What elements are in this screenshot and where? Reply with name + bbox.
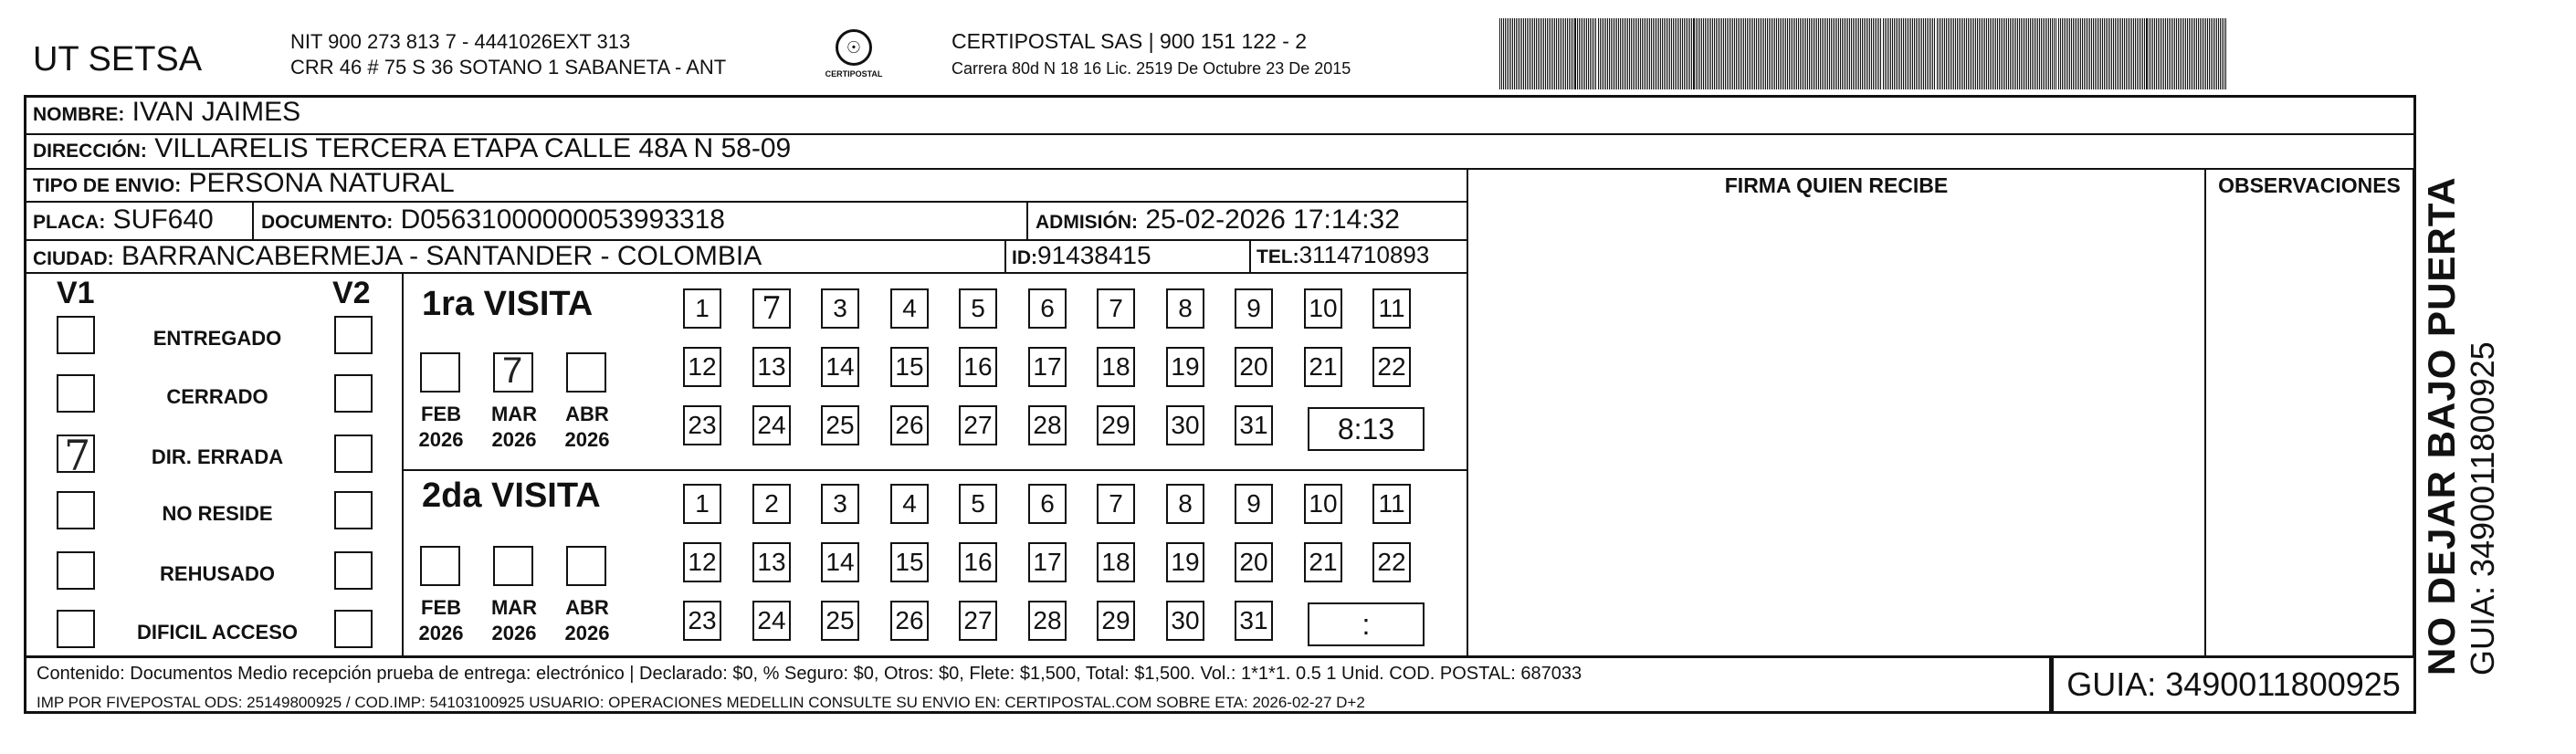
visit2-day-box[interactable]: 20 — [1235, 542, 1273, 582]
visit2-day-box[interactable]: 21 — [1304, 542, 1342, 582]
visit1-day-box[interactable]: 14 — [821, 347, 859, 387]
visit2-month-label — [409, 595, 473, 646]
visit2-day-box[interactable]: 14 — [821, 542, 859, 582]
ciudad-value: BARRANCABERMEJA - SANTANDER - COLOMBIA — [121, 241, 762, 271]
admision-field — [1036, 204, 1400, 236]
visit2-day-box[interactable]: 8 — [1166, 484, 1204, 524]
visit1-day-box[interactable]: 18 — [1097, 347, 1135, 387]
direccion-value: VILLARELIS TERCERA ETAPA CALLE 48A N 58-09 — [154, 133, 792, 163]
visit1-day-box[interactable]: 8 — [1166, 288, 1204, 329]
visit1-day-box[interactable]: 28 — [1028, 405, 1067, 445]
visit2-day-box[interactable]: 7 — [1097, 484, 1135, 524]
visit1-day-box[interactable]: 10 — [1304, 288, 1342, 329]
month-name: ABR — [565, 403, 609, 425]
month-name: FEB — [421, 403, 461, 425]
logo-text: CERTIPOSTAL — [825, 69, 883, 79]
visit1-month-checkbox[interactable] — [493, 352, 533, 393]
month-year: 2026 — [418, 428, 464, 451]
admision-label: ADMISIÓN: — [1036, 212, 1138, 233]
logo-icon: ☉ — [836, 29, 872, 66]
visit2-day-box[interactable]: 31 — [1235, 601, 1273, 641]
side-text — [2420, 176, 2502, 675]
direccion-label: DIRECCIÓN: — [33, 141, 147, 162]
tipo-field — [33, 168, 455, 199]
visit1-month-label — [482, 402, 546, 453]
visit1-day-box[interactable]: 11 — [1372, 288, 1411, 329]
visit2-day-box[interactable]: 2 — [752, 484, 791, 524]
footer-print-line: IMP POR FIVEPOSTAL ODS: 25149800925 / COD.IMP: 54103100925 USUARIO: OPERACIONES MEDELLIN CONSULTE SU ENVIO EN: CERTIPOSTAL.COM SOBRE ETA: 2026-02-27 D+2 — [37, 694, 1365, 711]
visit2-day-box[interactable]: 25 — [821, 601, 859, 641]
visit2-day-box[interactable]: 30 — [1166, 601, 1204, 641]
nombre-label: NOMBRE: — [33, 104, 125, 125]
month-name: MAR — [490, 403, 538, 425]
visit2-day-box[interactable]: 17 — [1028, 542, 1067, 582]
month-year: 2026 — [418, 622, 464, 644]
placa-value: SUF640 — [112, 204, 214, 235]
visit1-day-box[interactable]: 17 — [1028, 347, 1067, 387]
month-year: 2026 — [491, 622, 537, 644]
visit1-day-box[interactable]: 6 — [1028, 288, 1067, 329]
visit1-day-box[interactable]: 7 — [752, 288, 791, 329]
company-name: UT SETSA — [33, 40, 203, 79]
v1-header: V1 — [57, 276, 95, 310]
tel-label: TEL: — [1256, 246, 1299, 267]
v2-header: V2 — [332, 276, 371, 310]
visit1-day-box[interactable]: 26 — [890, 405, 929, 445]
month-year: 2026 — [564, 428, 610, 451]
v2-checkbox[interactable] — [334, 316, 373, 354]
visit1-time[interactable]: 8:13 — [1308, 407, 1425, 451]
visit2-day-box[interactable]: 18 — [1097, 542, 1135, 582]
visit2-day-box[interactable]: 10 — [1304, 484, 1342, 524]
address-line: CRR 46 # 75 S 36 SOTANO 1 SABANETA - ANT — [290, 56, 727, 79]
visit1-day-box[interactable]: 15 — [890, 347, 929, 387]
placa-label: PLACA: — [33, 212, 106, 233]
v2-checkbox[interactable] — [334, 374, 373, 413]
visit1-day-box[interactable]: 7 — [1097, 288, 1135, 329]
visit1-day-box[interactable]: 1 — [683, 288, 721, 329]
side-guia: GUIA: 3490011800925 — [2464, 341, 2501, 675]
cert-line-2: Carrera 80d N 18 16 Lic. 2519 De Octubre 23 De 2015 — [952, 59, 1351, 78]
visit2-month-checkbox[interactable] — [566, 546, 606, 586]
visit1-day-box[interactable]: 31 — [1235, 405, 1273, 445]
status-option-label: CERRADO — [166, 385, 268, 408]
month-name: MAR — [490, 596, 538, 619]
v1-checkbox[interactable] — [57, 610, 95, 648]
visit1-day-box[interactable]: 22 — [1372, 347, 1411, 387]
status-option-label: NO RESIDE — [162, 502, 273, 525]
visit2-day-box[interactable]: 26 — [890, 601, 929, 641]
visit1-month-label — [555, 402, 619, 453]
visit1-day-box[interactable]: 3 — [821, 288, 859, 329]
visit2-day-box[interactable]: 27 — [959, 601, 997, 641]
tipo-label: TIPO DE ENVIO: — [33, 175, 182, 196]
visit2-day-box[interactable]: 11 — [1372, 484, 1411, 524]
month-name: FEB — [421, 596, 461, 619]
id-value: 91438415 — [1037, 241, 1151, 269]
visit1-day-box[interactable]: 27 — [959, 405, 997, 445]
placa-field — [33, 204, 214, 236]
visit1-month-label — [409, 402, 473, 453]
visit1-day-box[interactable]: 12 — [683, 347, 721, 387]
visit2-day-box[interactable]: 19 — [1166, 542, 1204, 582]
certipostal-logo — [813, 29, 895, 84]
visit2-day-box[interactable]: 23 — [683, 601, 721, 641]
visit1-day-box[interactable]: 25 — [821, 405, 859, 445]
visit2-day-box[interactable]: 4 — [890, 484, 929, 524]
v2-checkbox[interactable] — [334, 491, 373, 529]
month-year: 2026 — [491, 428, 537, 451]
visit2-time[interactable]: : — [1308, 602, 1425, 646]
admision-value: 25-02-2026 17:14:32 — [1145, 204, 1400, 235]
visit2-day-box[interactable]: 13 — [752, 542, 791, 582]
tel-value: 3114710893 — [1299, 241, 1430, 268]
nombre-field — [33, 97, 300, 128]
footer-content-line: Contenido: Documentos Medio recepción prueba de entrega: electrónico | Declarado: $0, % Seguro: $0, Otros: $0, Flete: $1,500, Total: $1,500. Vol.: 1*1*1. 0.5 1 Unid. COD. POSTAL: 687033 — [37, 664, 1582, 684]
v1-checkbox[interactable] — [57, 491, 95, 529]
visit2-month-label — [482, 595, 546, 646]
documento-label: DOCUMENTO: — [261, 212, 394, 233]
certipostal-info — [952, 29, 1351, 79]
visit1-day-box[interactable]: 16 — [959, 347, 997, 387]
visit1-day-box[interactable]: 29 — [1097, 405, 1135, 445]
tipo-value: PERSONA NATURAL — [188, 168, 455, 198]
month-name: ABR — [565, 596, 609, 619]
id-field — [1012, 241, 1151, 270]
visit1-title: 1ra VISITA — [422, 285, 594, 323]
documento-value: D05631000000053993318 — [400, 204, 725, 235]
status-option-label: REHUSADO — [160, 562, 275, 585]
barcode-icon — [1499, 18, 2230, 89]
visit2-day-box[interactable]: 9 — [1235, 484, 1273, 524]
direccion-field — [33, 133, 791, 164]
nombre-value: IVAN JAIMES — [131, 97, 301, 127]
visit1-day-box[interactable]: 5 — [959, 288, 997, 329]
visit1-month-checkbox[interactable] — [566, 352, 606, 393]
visit1-day-box[interactable]: 13 — [752, 347, 791, 387]
documento-field — [261, 204, 725, 236]
visit1-day-box[interactable]: 23 — [683, 405, 721, 445]
visit1-day-box[interactable]: 4 — [890, 288, 929, 329]
visit1-month-checkbox[interactable] — [420, 352, 460, 393]
ciudad-field — [33, 241, 762, 272]
ciudad-label: CIUDAD: — [33, 248, 114, 269]
v1-checkbox[interactable] — [57, 374, 95, 413]
month-year: 2026 — [564, 622, 610, 644]
visit1-day-box[interactable]: 19 — [1166, 347, 1204, 387]
id-label: ID: — [1012, 247, 1037, 268]
visit1-day-box[interactable]: 21 — [1304, 347, 1342, 387]
visit1-day-box[interactable]: 9 — [1235, 288, 1273, 329]
v2-checkbox[interactable] — [334, 551, 373, 590]
v2-checkbox[interactable] — [334, 610, 373, 648]
v1-checkbox[interactable] — [57, 316, 95, 354]
status-option-label: DIR. ERRADA — [151, 445, 284, 468]
nit-line: NIT 900 273 813 7 - 4441026EXT 313 — [290, 30, 631, 53]
visit2-day-box[interactable]: 16 — [959, 542, 997, 582]
visit1-day-box[interactable]: 30 — [1166, 405, 1204, 445]
status-option-label: ENTREGADO — [152, 327, 282, 350]
side-warning: NO DEJAR BAJO PUERTA — [2420, 176, 2463, 675]
visit1-day-box[interactable]: 24 — [752, 405, 791, 445]
visit2-month-checkbox[interactable] — [420, 546, 460, 586]
visit1-day-box[interactable]: 20 — [1235, 347, 1273, 387]
firma-header: FIRMA QUIEN RECIBE — [1724, 173, 1949, 197]
visit2-day-box[interactable]: 29 — [1097, 601, 1135, 641]
visit2-day-box[interactable]: 3 — [821, 484, 859, 524]
v1-checkbox[interactable] — [57, 435, 95, 473]
company-info — [290, 29, 726, 80]
visit2-day-box[interactable]: 6 — [1028, 484, 1067, 524]
visit2-day-box[interactable]: 12 — [683, 542, 721, 582]
visit2-day-box[interactable]: 5 — [959, 484, 997, 524]
status-option-label: DIFICIL ACCESO — [136, 621, 298, 644]
v2-checkbox[interactable] — [334, 435, 373, 473]
v1-checkbox[interactable] — [57, 551, 95, 590]
visit2-day-box[interactable]: 1 — [683, 484, 721, 524]
visit2-month-checkbox[interactable] — [493, 546, 533, 586]
visit2-day-box[interactable]: 22 — [1372, 542, 1411, 582]
visit2-month-label — [555, 595, 619, 646]
tel-field — [1256, 241, 1429, 269]
visit2-title: 2da VISITA — [422, 476, 601, 515]
guia-number: GUIA: 3490011800925 — [2051, 655, 2416, 714]
cert-line-1: CERTIPOSTAL SAS | 900 151 122 - 2 — [952, 29, 1308, 53]
visit2-day-box[interactable]: 15 — [890, 542, 929, 582]
visit2-day-box[interactable]: 24 — [752, 601, 791, 641]
visit2-day-box[interactable]: 28 — [1028, 601, 1067, 641]
observaciones-header: OBSERVACIONES — [2218, 173, 2401, 197]
